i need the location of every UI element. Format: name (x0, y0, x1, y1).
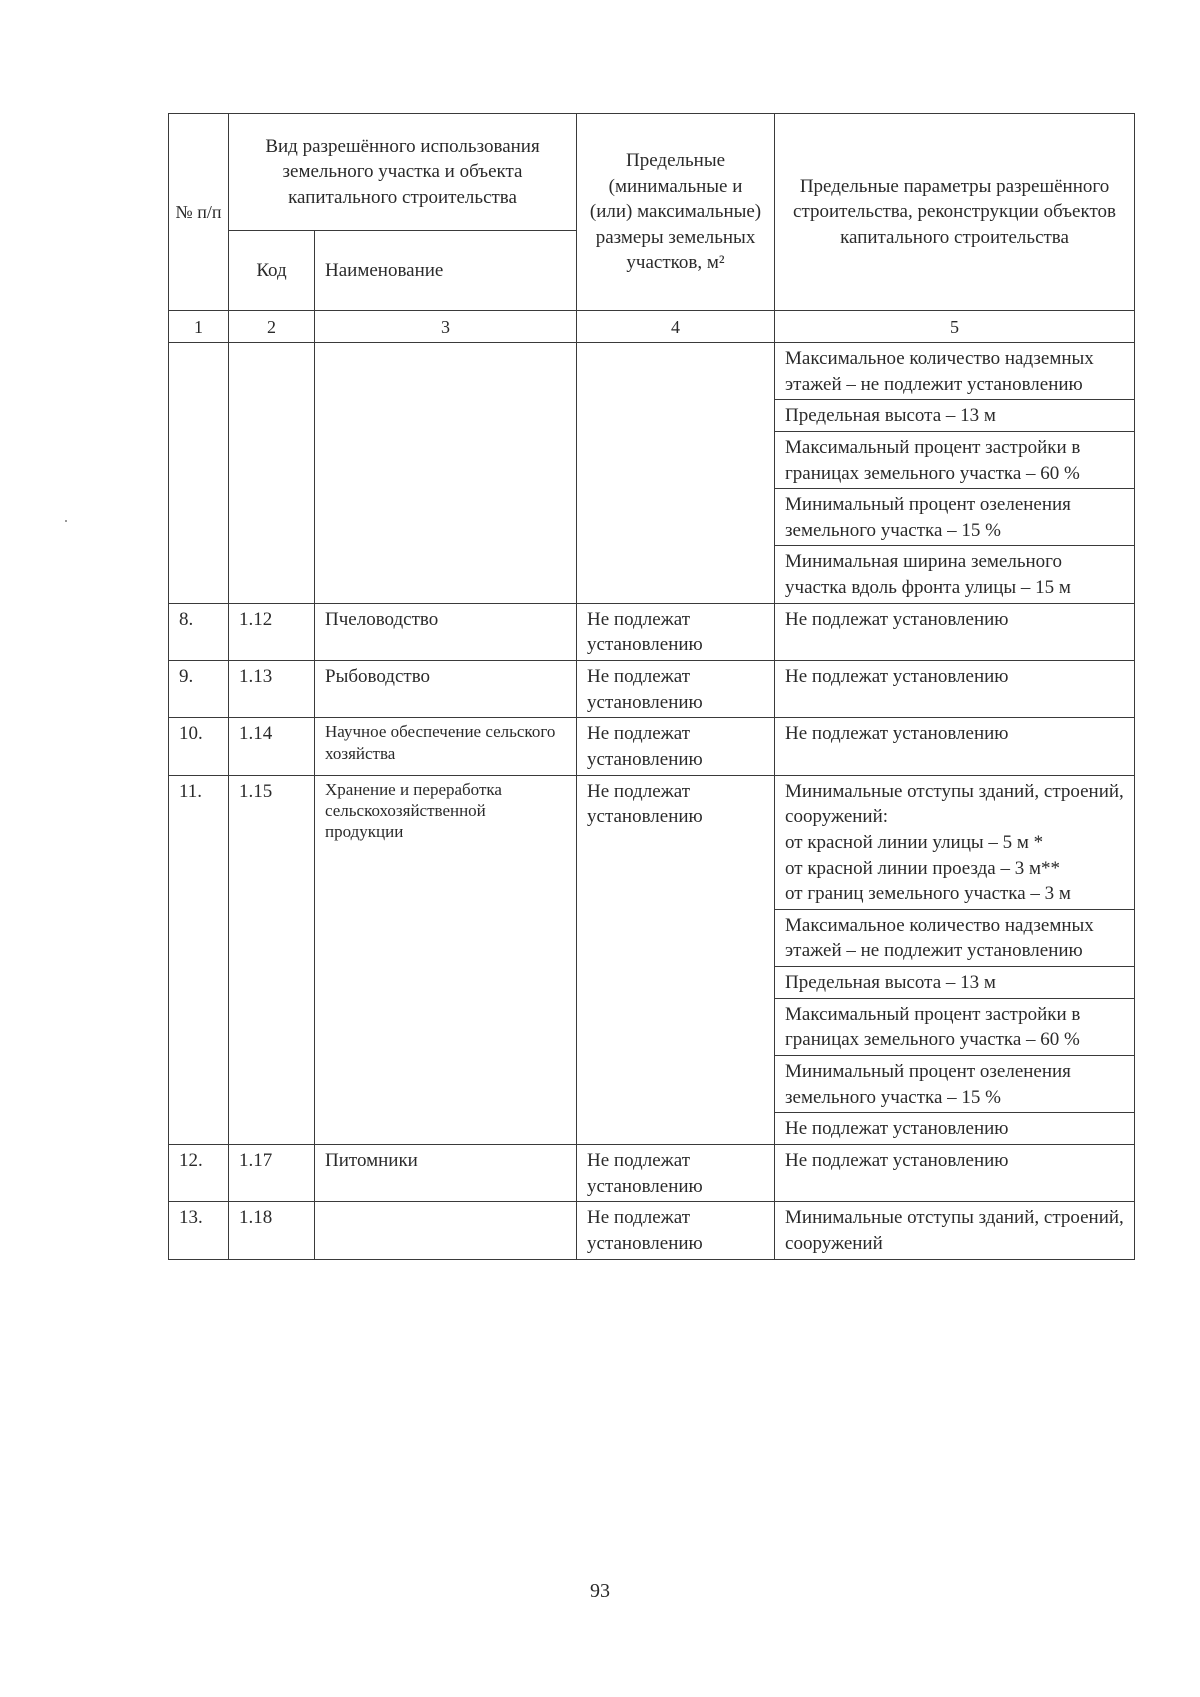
param-cell: Максимальное количество надземных этажей – не подлежит установлению (775, 343, 1135, 400)
row-number: 12. (169, 1144, 229, 1201)
header-params: Предельные параметры разрешённого строительства, реконструкции объектов капитального строительства (775, 114, 1135, 311)
param-cell: Не подлежат установлению (775, 718, 1135, 775)
row-sizes: Не подлежат установлению (577, 1202, 775, 1259)
row-code: 1.17 (229, 1144, 315, 1201)
row-name: Рыбоводство (315, 661, 577, 718)
param-cell: Не подлежат установлению (775, 1113, 1135, 1145)
setback-street: от красной линии улицы – 5 м * (785, 831, 1044, 853)
table-row (169, 661, 1135, 718)
header-code: Код (229, 231, 315, 311)
regulations-table (168, 113, 1135, 1260)
setback-title: Минимальные отступы зданий, строений, сооружений: (785, 780, 1124, 828)
row-code: 1.13 (229, 661, 315, 718)
param-cell: Минимальный процент озеленения земельного участка – 15 % (775, 1056, 1135, 1113)
param-cell: Минимальные отступы зданий, строений, сооружений (775, 1202, 1135, 1259)
empty-cell (169, 343, 229, 604)
table-row (169, 775, 1135, 909)
param-cell: Максимальный процент застройки в границах земельного участка – 60 % (775, 998, 1135, 1055)
row-number: 11. (169, 775, 229, 1144)
setback-passage: от красной линии проезда – 3 м** (785, 857, 1061, 879)
column-number-row (169, 311, 1135, 343)
column-number: 2 (229, 311, 315, 343)
row-code: 1.15 (229, 775, 315, 1144)
row-number: 10. (169, 718, 229, 775)
param-cell-setbacks (775, 775, 1135, 909)
row-sizes: Не подлежат установлению (577, 718, 775, 775)
table-row-continuation (169, 343, 1135, 400)
column-number: 5 (775, 311, 1135, 343)
table-row (169, 718, 1135, 775)
table-row (169, 1202, 1135, 1259)
row-code: 1.18 (229, 1202, 315, 1259)
row-sizes: Не подлежат установлению (577, 661, 775, 718)
header-row (169, 114, 1135, 231)
scan-speck (65, 520, 67, 522)
param-cell: Минимальная ширина земельного участка вдоль фронта улицы – 15 м (775, 546, 1135, 603)
row-name: Питомники (315, 1144, 577, 1201)
table-row (169, 603, 1135, 660)
row-code: 1.12 (229, 603, 315, 660)
row-number: 13. (169, 1202, 229, 1259)
param-cell: Предельная высота – 13 м (775, 400, 1135, 432)
setback-boundary: от границ земельного участка – 3 м (785, 883, 1071, 905)
param-cell: Максимальный процент застройки в границах земельного участка – 60 % (775, 431, 1135, 488)
row-sizes: Не подлежат установлению (577, 1144, 775, 1201)
param-cell: Максимальное количество надземных этажей – не подлежит установлению (775, 909, 1135, 966)
param-cell: Не подлежат установлению (775, 603, 1135, 660)
param-cell: Не подлежат установлению (775, 661, 1135, 718)
row-sizes: Не подлежат установлению (577, 603, 775, 660)
header-vid: Вид разрешённого использования земельного участка и объекта капитального строительства (229, 114, 577, 231)
param-cell: Не подлежат установлению (775, 1144, 1135, 1201)
empty-cell (577, 343, 775, 604)
column-number: 4 (577, 311, 775, 343)
row-name: Пчеловодство (315, 603, 577, 660)
empty-cell (229, 343, 315, 604)
header-num: № п/п (169, 114, 229, 311)
column-number: 3 (315, 311, 577, 343)
column-number: 1 (169, 311, 229, 343)
row-name (315, 1202, 577, 1259)
row-name: Научное обеспечение сельского хозяйства (315, 718, 577, 775)
header-sizes: Предельные (минимальные и (или) максимальные) размеры земельных участков, м² (577, 114, 775, 311)
row-number: 8. (169, 603, 229, 660)
page-number: 93 (590, 1580, 610, 1602)
row-number: 9. (169, 661, 229, 718)
header-name: Наименование (315, 231, 577, 311)
row-sizes: Не подлежат установлению (577, 775, 775, 1144)
row-name: Хранение и переработка сельскохозяйственной продукции (315, 775, 577, 1144)
param-cell: Предельная высота – 13 м (775, 967, 1135, 999)
param-cell: Минимальный процент озеленения земельного участка – 15 % (775, 489, 1135, 546)
table-row (169, 1144, 1135, 1201)
empty-cell (315, 343, 577, 604)
row-code: 1.14 (229, 718, 315, 775)
